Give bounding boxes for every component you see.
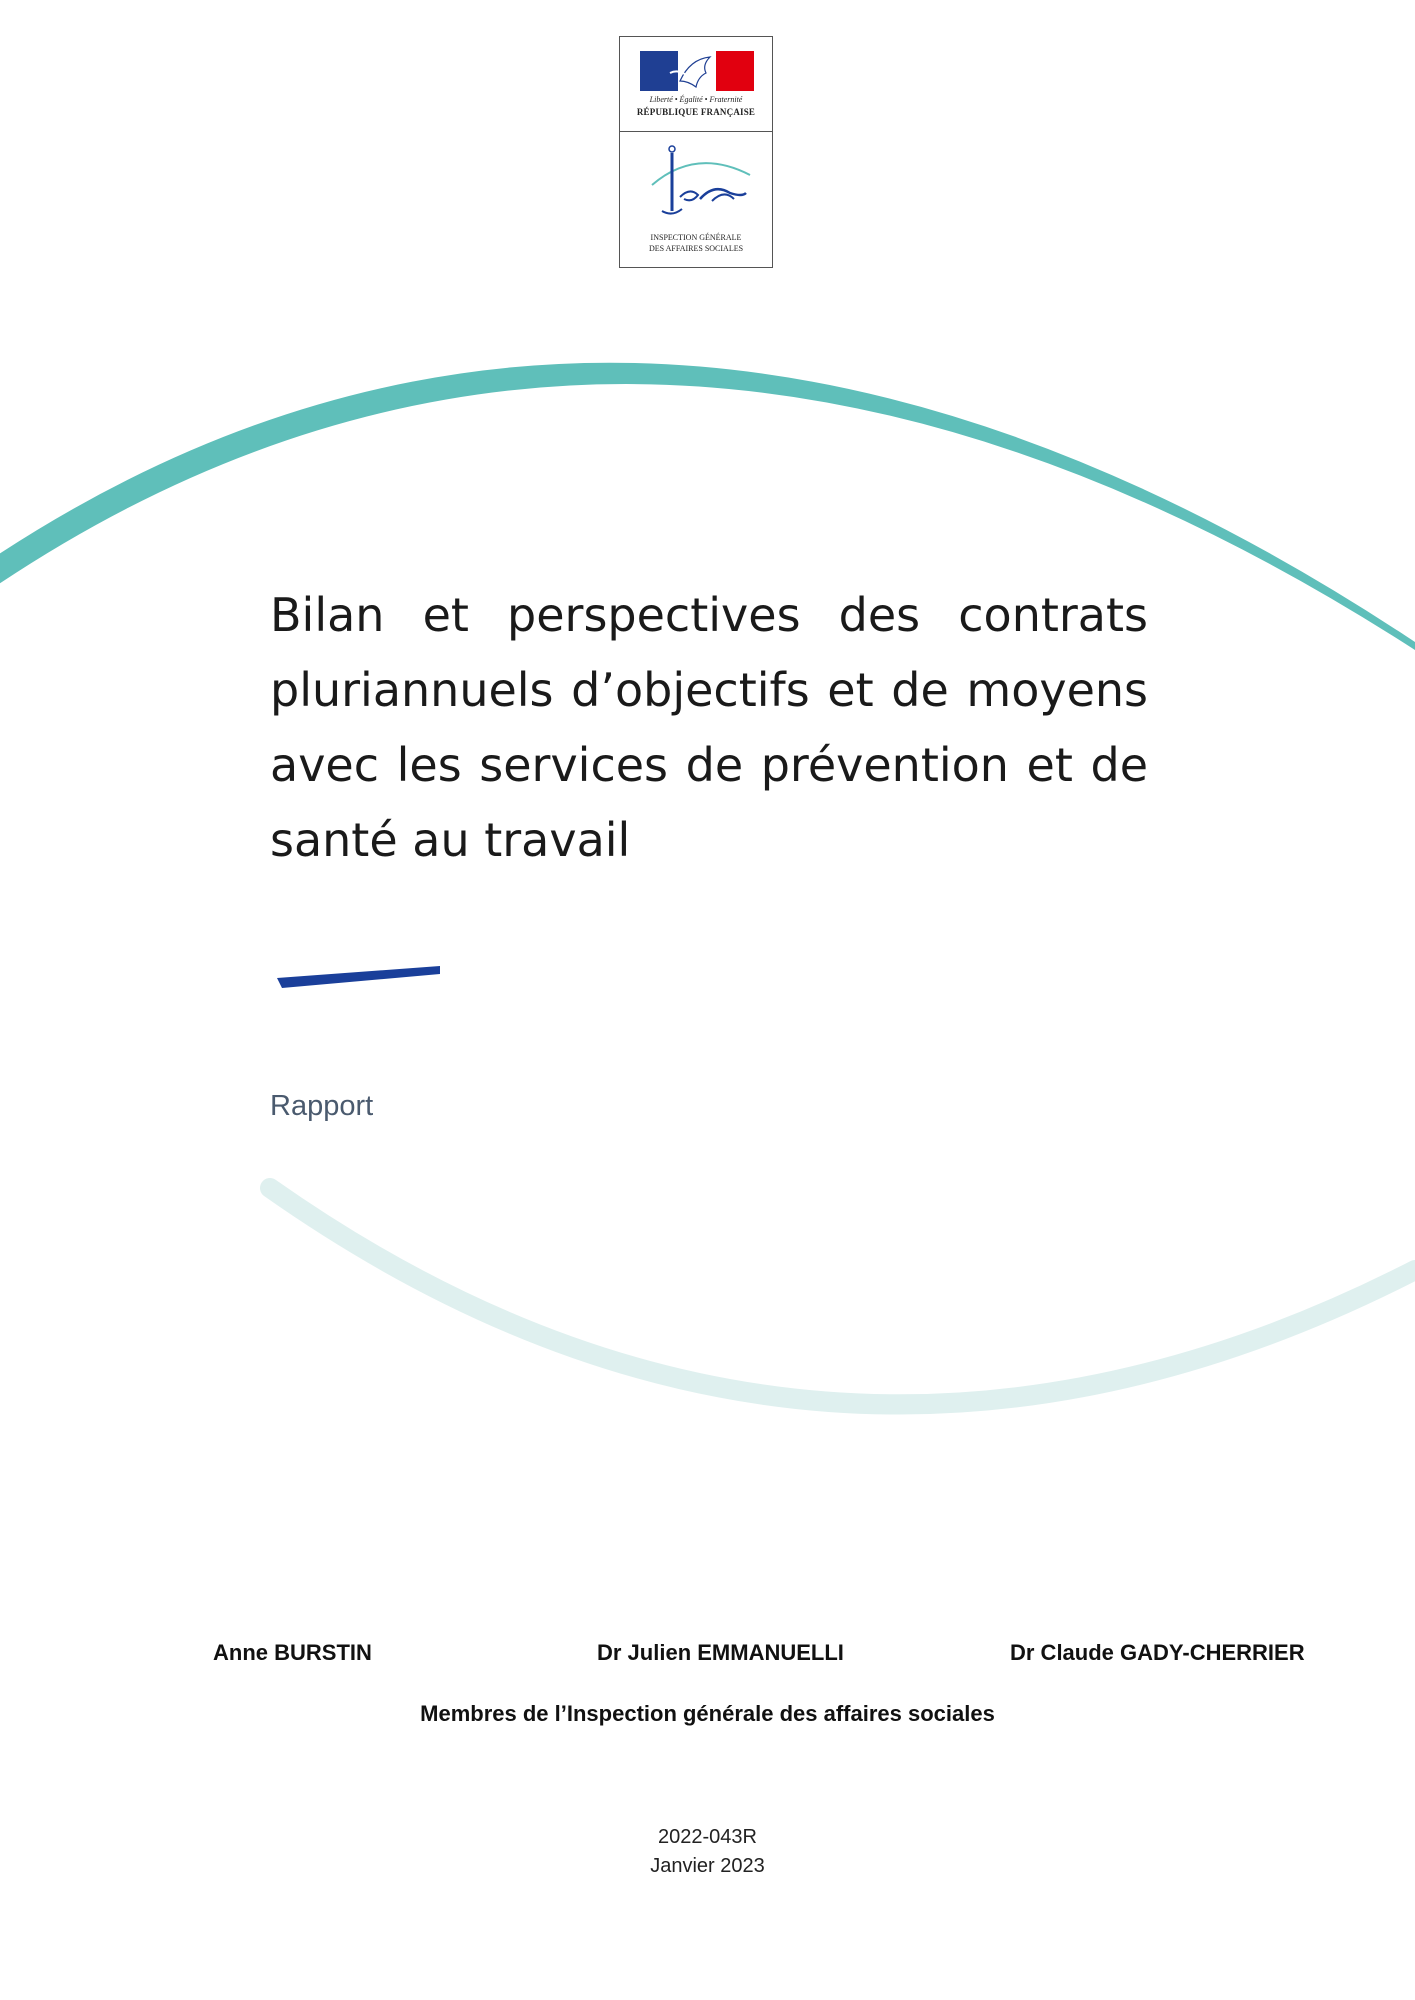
igas-name-line-1: INSPECTION GÉNÉRALE xyxy=(650,233,742,242)
rf-name: RÉPUBLIQUE FRANÇAISE xyxy=(636,107,756,117)
logo-divider xyxy=(620,131,772,132)
navy-brush-stroke xyxy=(277,966,440,988)
report-reference: 2022-043R xyxy=(658,1826,757,1848)
document-type: Rapport xyxy=(270,1090,374,1122)
author-1: Anne BURSTIN xyxy=(213,1640,372,1665)
report-date: Janvier 2023 xyxy=(650,1855,765,1877)
members-affiliation: Membres de l’Inspection générale des affaires sociales xyxy=(420,1701,995,1726)
igas-logo-icon xyxy=(638,141,756,227)
author-2: Dr Julien EMMANUELLI xyxy=(597,1640,844,1665)
igas-name-line-2: DES AFFAIRES SOCIALES xyxy=(648,244,744,253)
rf-motto: Liberté • Égalité • Fraternité xyxy=(649,95,743,104)
institution-logo-block xyxy=(619,36,773,268)
report-title: Bilan et perspectives des contrats pluriannuels d’objectifs et de moyens avec les services de prévention et de santé au travail xyxy=(270,588,1148,867)
author-3: Dr Claude GADY-CHERRIER xyxy=(1010,1640,1305,1665)
republique-francaise-flag-icon xyxy=(640,51,754,91)
light-teal-arc xyxy=(270,1188,1415,1404)
